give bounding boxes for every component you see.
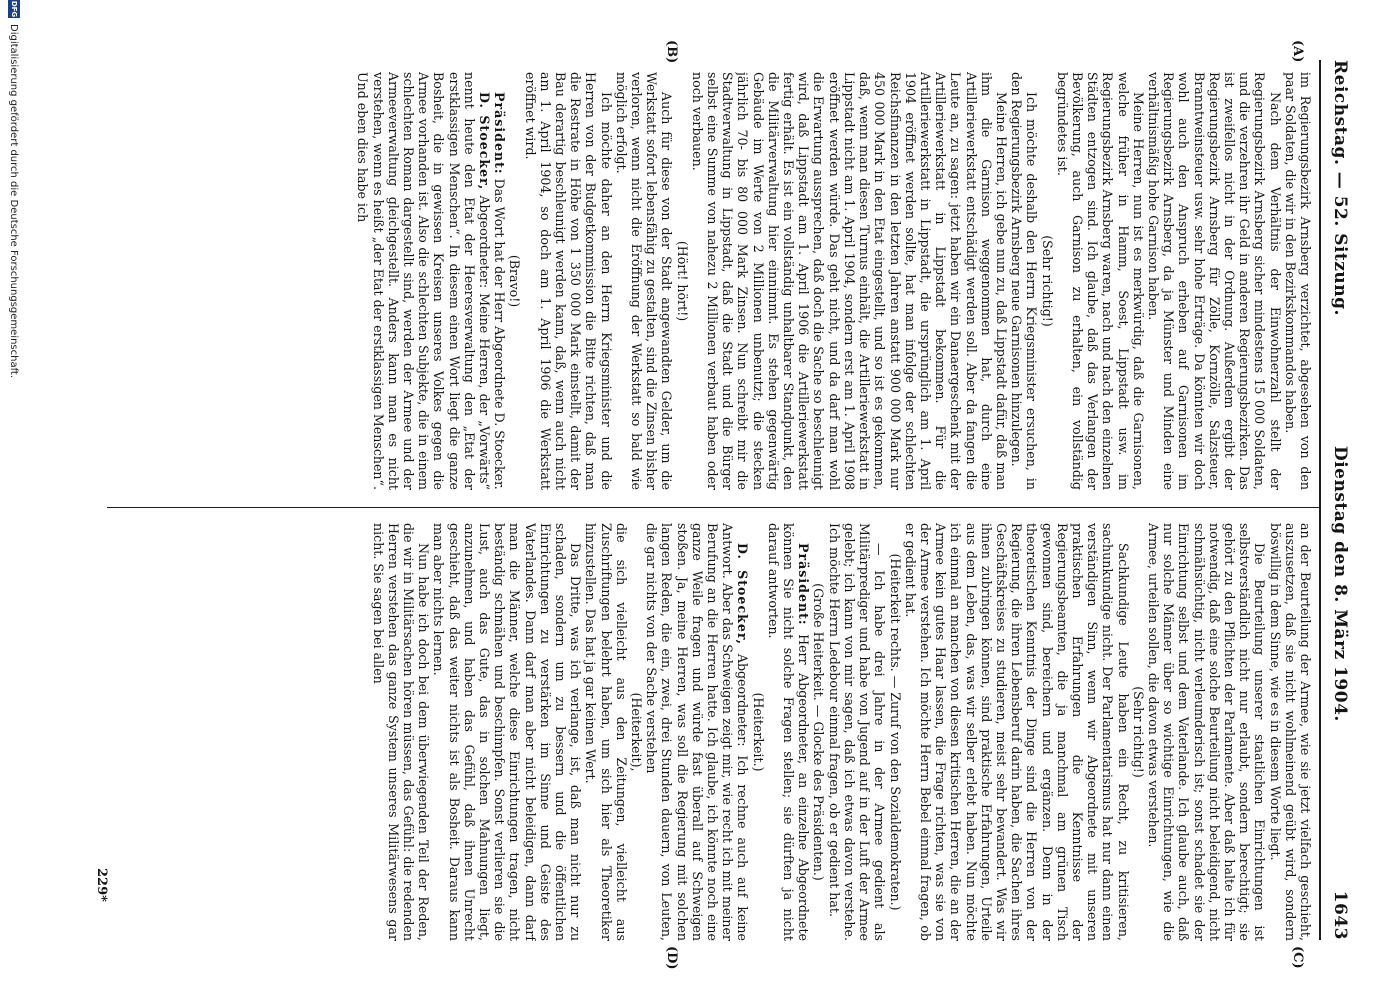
credit-text: Digitalisierung gefördert durch die Deutsche Forschungsgemeinschaft. — [8, 24, 20, 379]
interjection: (Heiterkeit), — [629, 692, 645, 772]
speech-text: Das Wort hat der Herr Abgeordnete D. Stoecker. — [492, 178, 508, 490]
paragraph: im Regierungsbezirk Arnsberg verzichtet, abgesehen von den paar Soldaten, die wir in den Bezirkskommandos haben. — [1282, 72, 1313, 490]
speech-text: Herr Abgeordneter, an einzelne Abgeordnete können Sie nicht solche Fragen stellen; sie dürften ja nicht darauf antworten. — [765, 523, 812, 941]
dfg-logo-icon: DFG — [10, 0, 18, 18]
speech-paragraph — [492, 72, 507, 490]
header-date: Dienstag den 8. März 1904. — [1330, 445, 1350, 722]
header-left-title: Reichstag. — 52. Sitzung. — [1330, 60, 1350, 316]
paragraph: Ich möchte daher an den Herrn Kriegsminister und die Herren von der Budgetkommission die Bitte richten, daß man die Restrate in Höhe von 1 350 000 Mark einstellt, damit der Bau derartig beschleunigt werden kann, daß, wenn auch nicht am 1. April 1904, so doch am 1. April 1906 die Werkstatt eröffnet wird. — [522, 72, 614, 490]
speaker-name: Präsident: — [796, 543, 812, 626]
speaker-name: D. Stoecker, — [735, 543, 751, 645]
paragraph: Auch für diese von der Stadt angewandten Gelder, um die Werkstatt sofort lebensfähig zu gestalten, sind die Zinsen bisher verloren, wenn nicht die Eröffnung der Werkstatt so bald wie möglich erfolgt. — [613, 72, 675, 490]
page-header — [1323, 60, 1357, 940]
interjection: (Sehr richtig!) — [1039, 235, 1055, 327]
column-divider — [107, 507, 1319, 508]
paragraph: an der Beurteilung der Armee, wie sie jetzt vielfach geschieht, auszusetzen, daß sie nicht wohlmeinend geübt wird, sondern böswillig in dem Sinne, wie es in diesem Worte liegt. — [1267, 523, 1313, 941]
paragraph: — Ich habe drei Jahre in der Armee gedient als Militärprediger und habe von Jugend auf in der Luft der Armee gelebt; ich kann von mir sagen, daß ich etwas davon verstehe. Ich möchte Herrn Ledebour einmal fragen, ob er gedient hat. — [826, 523, 888, 941]
paragraph: Meine Herren, nun ist es merkwürdig, daß die Garnisonen, welche früher in Hamm, Soest, Lippstadt usw. im Regierungsbezirk Arnsberg waren, nach und nach den einzelnen Städten entzogen sind. Ich glaube, daß das Verlangen der Bevölkerung, auch Garnison zu erhalten, ein vollständig begründetes ist. — [1054, 72, 1146, 490]
speech-text: Abgeordneter: Meine Herren, der „Vorwärts“ nennt heute den Etat der Heeresverwaltung den „Etat der erstklassigen Menschen“. In diesem einen Wort liegt die ganze Bosheit, die in gewissen Kreisen unseres Volkes gegen die Armee vorhanden ist. Also die schlechten Subjekte, die in einem schlechten Roman dargestellt sind, werden der Armee und der Armeeverwaltung gleichgestellt. Anders kann man es nicht verstehen, wenn es heißt „der Etat der erstklassigen Menschen“. Und eben dies habe ich — [355, 72, 493, 490]
interjection: (Große Heiterkeit. — Glocke des Präsidenten.) — [811, 583, 827, 881]
speaker-name: D. Stoecker, — [477, 92, 493, 191]
margin-marker-a: (A) — [1290, 40, 1305, 63]
header-rule — [1319, 60, 1321, 940]
page-number: 1643 — [1330, 890, 1350, 940]
speech-paragraph — [644, 523, 750, 941]
speaker-name: Präsident: — [492, 92, 508, 175]
paragraph: Nun habe ich doch bei dem überwiegenden Teil der Reden, die wir in Militärsachen hören müssen, das Gefühl: die redenden Herren verstehen das ganze System unseres Militärwesens gar nicht. Sie sagen bei allen — [370, 523, 432, 941]
paragraph: Nach dem Verhältnis der Einwohnerzahl stellt der Regierungsbezirk Arnsberg sicher mindestens 15 000 Soldaten, und die verzehren ihr Geld in anderen Regierungsbezirken. Das ist zweifellos nicht in der Ordnung. Außerdem ergibt der Regierungsbezirk Arnsberg für Zölle, Kornzölle, Salzsteuer, Branntweinsteuer usw. sehr hohe Erträge. Da könnten wir doch wohl auch den Anspruch erheben auf Garnisonen im Regierungsbezirk Arnsberg, da ja Münster und Minden eine verhältnismäßig hohe Garnison haben. — [1145, 72, 1283, 490]
paragraph: Sachkundige Leute haben ein Recht, zu kritisieren, sachunkundige nicht. Der Parlamentarismus hat nur dann einen verständigen Sinn, wenn wir Abgeordnete mit unseren praktischen Erfahrungen die Kenntnisse der Regierungsbeamten, die ja manchmal am grünen Tisch gewonnen sind, bereichern und ergänzen. Denn in der theoretischen Kenntnis der Dinge sind die Herren von der Regierung, die ihren Lebensberuf darin haben, die Sachen ihres Geschäftskreises zu studieren, meist sehr bewandert. Was wir ihnen zubringen können, sind praktische Erfahrungen, Urteile aus dem Leben, das, was wir selber erlebt haben. Nun möchte ich einmal an manchen von diesen kritischen Herren, die an der Armee kein gutes Haar lassen, die Frage richten, was sie von der Armee verstehen. Ich möchte Herrn Bebel einmal fragen, ob er gedient hat. — [902, 523, 1131, 941]
digitization-credit — [5, 0, 23, 1000]
paragraph: die sich vielleicht aus den Zeitungen, vielleicht aus Zuschriftungen belehrt haben, um sich hier als Theoretiker hinzustellen. Das hat ja gar keinen Wert. — [583, 523, 629, 941]
paragraph: Die Beurteilung unserer staatlichen Einrichtungen ist selbstverständlich nicht nur erlaubt, sondern berechtigt; sie gehört zu den Pflichten der Parlamente. Aber daß halte ich für notwendig, daß eine solche Beurteilung nicht beleidigend, nicht schmähsüchtig, nicht verleumderisch ist; sonst schadet sie der Einrichtung selbst und dem Vaterlande. Ich glaube auch, daß nur solche Männer über so wichtige Einrichtungen, wie die Armee, urteilen sollen, die davon etwas verstehen. — [1145, 523, 1268, 941]
interjection: (Bravo!) — [507, 254, 523, 308]
speech-text: Abgeordneter: Ich rechne auch auf keine Antwort. Aber das Schweigen zeigt mir, wie recht ich mit meiner Berufung an die Herren hatte. Ich glaube, ich könnte noch eine ganze Weile fragen und würde fast überall auf Schweigen stoßen. Ja, meine Herren, was soll die Regierung mit solchen langen Reden, die ein, zwei, drei Stunden dauern, von Leuten, die gar nichts von der Sache verstehen — [644, 523, 751, 941]
left-column — [113, 72, 1313, 490]
interjection: (Heiterkeit rechts. — Zuruf von den Sozialdemokraten.) — [887, 553, 903, 911]
sheet-number: 229* — [94, 868, 109, 902]
margin-marker-c: (C) — [1290, 946, 1305, 969]
interjection: (Sehr richtig!) — [1130, 686, 1146, 778]
interjection: (Hört! hört!) — [674, 240, 690, 322]
speech-paragraph — [766, 523, 812, 941]
margin-marker-b: (B) — [664, 40, 679, 64]
paragraph: Meine Herren, ich gebe nun zu, daß Lippstadt dafür, daß man ihm die Garnison weggenommen hat, durch eine Artilleriewerkstatt entschädigt werden soll. Aber da fangen die Leute an, zu sagen: jetzt haben wir ein Danaergeschenk mit der Artilleriewerkstatt in Lippstadt bekommen. Für die Artilleriewerkstatt in Lippstadt, die ursprünglich am 1. April 1904 eröffnet werden sollte, hat man infolge der schlechten Reichsfinanzen in den letzten Jahren anstatt 900 000 Mark nur 450 000 Mark in den Etat eingestellt, und so ist es gekommen, daß, wenn man diesen Turnus einhält, die Artilleriewerkstatt in Lippstadt nicht am 1. April 1904, sondern erst am 1. April 1908 eröffnet werden würde. Das geht nicht, und da darf man wohl die Erwartung aussprechen, daß doch die Sache so beschleunigt wird, daß Lippstadt am 1. April 1906 die Artilleriewerkstatt fertig erhält. Es ist ein vollständig unhaltbarer Standpunkt, den die Militärverwaltung hier einnimmt. Es stehen gegenwärtig Gebäude im Werte von 2 Millionen unbenutzt; die stecken jährlich 70- bis 80 000 Mark Zinsen. Nun schreibt mir die Stadtverwaltung in Lippstadt, daß die Stadt und die Bürger selbst eine Summe von nahezu 2 Millionen verbaut haben oder noch verbauen. — [689, 72, 1009, 490]
interjection: (Heiterkeit.) — [750, 692, 766, 772]
right-column — [113, 523, 1313, 941]
speech-paragraph — [355, 72, 492, 490]
paragraph: Ich möchte deshalb den Herrn Kriegsminister ersuchen, in den Regierungsbezirk Arnsberg neue Garnisonen hinzulegen. — [1009, 72, 1040, 490]
margin-marker-d: (D) — [664, 946, 679, 970]
paragraph: Das Dritte, was ich verlange, ist, daß man nicht nur zu schaden, sondern um zu bessern und die öffentlichen Einrichtungen zu verstärken im Sinne und Geiste des Vaterlandes. Dann darf man aber nicht beleidigen, dann darf man die Männer, welche diese Einrichtungen tragen, nicht beständig schmähen und beschimpfen. Sonst verlieren sie die Lust, auch das Gute, das in solchen Mahnungen liegt, anzunehmen, und haben das Gefühl, daß ihnen Unrecht geschieht, daß das weiter nichts ist als Bosheit. Daraus kann man aber nichts lernen. — [431, 523, 584, 941]
